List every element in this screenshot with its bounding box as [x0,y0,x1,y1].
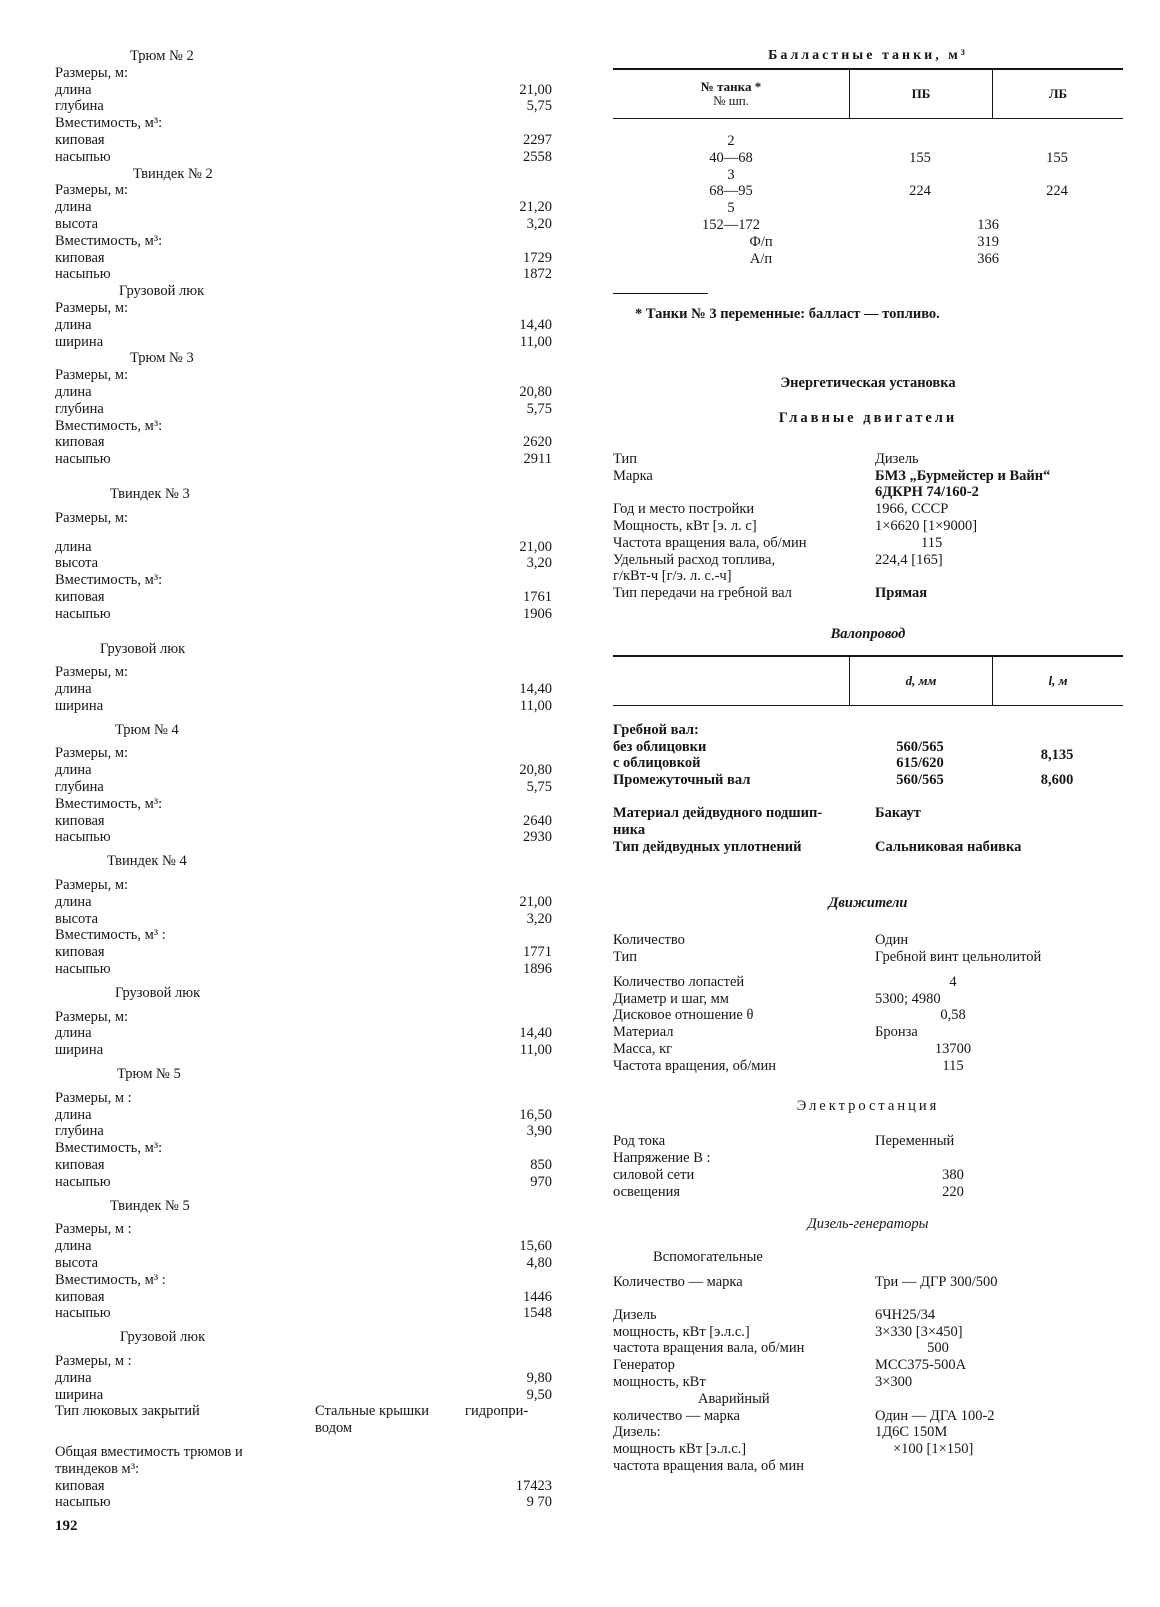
row-value: 224,4 [165] [875,551,943,568]
header-frames: № шп. [713,93,749,108]
header-tank: № танка * [700,79,762,94]
row-value: 220 [942,1183,964,1200]
closures-label: Тип люковых закрытий [55,1403,200,1420]
section-title: Грузовой люк [115,984,201,1001]
row-label: длина [55,762,92,779]
row-label: Материал дейдвудного подшип- [613,804,823,821]
row-value: Сальниковая набивка [875,838,1022,855]
row-value: Дизель [875,450,919,467]
row-value: Три — ДГР 300/500 [875,1274,998,1291]
row-label: Вместимость, м³: [55,572,163,589]
row-label: киповая [55,812,105,829]
row-value: ×100 [1×150] [893,1441,974,1458]
row-label: Тип [613,450,638,467]
row-label: мощность, кВт [613,1374,706,1391]
row-label: насыпью [55,451,111,468]
row-label: длина [55,81,92,98]
row-label: мощность, кВт [э.л.с.] [613,1323,750,1340]
row-value: Один [875,932,909,949]
header-cell [613,657,850,705]
row-value: 1872 [523,266,552,283]
tank-number: 3 [727,166,735,183]
row-label: киповая [55,249,105,266]
row-value: Бронза [875,1024,918,1041]
row-value: Один — ДГА 100-2 [875,1407,995,1424]
tank-lb: 155 [1046,149,1068,166]
row-value: 3,90 [526,1123,552,1140]
row-label: Размеры, м: [55,745,129,762]
row-label: Материал [613,1024,674,1041]
row-label: с облицовкой [613,755,701,772]
row-value: 14,40 [519,681,552,698]
row-label: Напряжение В : [613,1150,711,1167]
row-value: 2911 [523,451,552,468]
row-label: силовой сети [613,1166,695,1183]
row-label: длина [55,1106,92,1123]
section-title: Валопровод [830,625,906,642]
row-value: 850 [530,1157,552,1174]
row-label: Генератор [613,1357,675,1374]
row-label: ширина [55,1042,104,1059]
row-label: Диаметр и шаг, мм [613,990,729,1007]
row-value: 9,80 [526,1369,552,1386]
row-value: 15,60 [519,1238,552,1255]
tank-label-ap: А/п [749,250,773,267]
row-label: длина [55,383,92,400]
row-label: ника [613,821,646,838]
row-value: 5,75 [526,400,552,417]
row-value: 4,80 [526,1255,552,1271]
header-pb: ПБ [850,70,993,118]
row-value: 380 [942,1166,964,1183]
footnote-rule [613,293,708,294]
row-label: Размеры, м: [55,64,129,81]
section-title: Энергетическая установка [780,375,956,392]
row-value: 14,40 [519,1025,552,1042]
row-value: 3×330 [3×450] [875,1323,963,1340]
row-value: Гребной винт цельнолитой [875,948,1042,965]
section-title: Твиндек № 5 [110,1197,190,1214]
row-label: киповая [55,944,105,961]
row-label: глубина [55,98,104,115]
row-label: насыпью [55,1494,111,1511]
row-label: Вместимость, м³ : [55,1271,166,1288]
row-label: глубина [55,779,104,796]
row-label: Размеры, м : [55,1089,132,1106]
tank-frames: 40—68 [709,149,753,166]
row-value: 1729 [523,249,552,266]
row-label: Марка [613,467,653,484]
tank-lb: 224 [1046,183,1068,200]
row-label: Вместимость, м³: [55,1140,163,1157]
section-title: Дизель-генераторы [807,1216,929,1233]
row-label: Масса, кг [613,1040,673,1057]
tank-total: 319 [977,233,999,250]
row-value: 2620 [523,434,552,451]
row-value: 21,00 [519,893,552,910]
tank-frames: 152—172 [702,216,760,233]
row-label: мощность кВт [э.л.с.] [613,1441,747,1458]
tank-label-fp: Ф/п [749,233,773,250]
row-value: 11,00 [519,1042,552,1059]
row-label: ширина [55,1386,104,1403]
row-value: 3,20 [526,215,552,232]
row-label: киповая [55,434,105,451]
row-label: глубина [55,400,104,417]
row-value: 8,135 [1040,746,1074,763]
row-label: без облицовки [613,738,707,755]
row-label: ширина [55,333,104,350]
row-label: количество — марка [613,1407,740,1424]
row-value: 1906 [523,605,552,622]
row-value: 1761 [523,588,552,605]
row-value: 115 [921,534,943,551]
row-value: 1771 [523,944,552,961]
row-value: МСС375-500А [875,1357,967,1374]
row-label: Размеры, м: [55,509,129,526]
row-label: Дизель [613,1306,657,1323]
row-value: 1446 [523,1288,552,1305]
row-value: 2640 [523,812,552,829]
row-label: Частота вращения вала, об/мин [613,534,807,551]
row-value: 17423 [515,1477,552,1494]
footnote: * Танки № 3 переменные: балласт — топливо. [635,306,940,323]
row-label: глубина [55,1123,104,1140]
row-value: 1×6620 [1×9000] [875,517,978,534]
header-cell [613,70,850,118]
row-label: насыпью [55,1173,111,1190]
closures-value: Стальные крышки [315,1403,429,1420]
row-value: 16,50 [519,1106,552,1123]
row-label: киповая [55,1288,105,1305]
row-value: БМЗ „Бурмейстер и Вайн“ [875,467,1051,484]
row-label: ширина [55,697,104,714]
row-label: Год и место постройки [613,501,755,518]
row-value: 8,600 [1040,772,1074,789]
row-label: насыпью [55,829,111,846]
row-label: Вместимость, м³: [55,795,163,812]
header-lb: ЛБ [1048,86,1068,101]
ballast-title: Балластные танки, м³ [768,48,968,63]
total-capacity-label: Общая вместимость трюмов и [55,1443,243,1460]
shafting-table-header [613,657,1123,706]
row-value: 20,80 [519,383,552,400]
row-value: 6ЧН25/34 [875,1306,936,1323]
row-label: насыпью [55,148,111,165]
row-label: Размеры, м : [55,1221,132,1238]
row-label: киповая [55,588,105,605]
row-value: 21,00 [519,538,552,555]
row-label: длина [55,893,92,910]
row-value: 560/565 [896,772,944,789]
row-label: насыпью [55,961,111,978]
row-label: Вместимость, м³: [55,417,163,434]
section-title: Твиндек № 4 [107,853,187,870]
row-label: освещения [613,1183,681,1200]
section-title: Грузовой люк [120,1329,206,1346]
row-label: Вместимость, м³: [55,115,163,132]
row-label: Дизель: [613,1424,661,1441]
row-value: Прямая [875,585,928,602]
row-value: 5,75 [526,779,552,796]
row-label: Дисковое отношение θ [613,1007,754,1024]
row-value: 0,58 [940,1007,966,1024]
row-value: 3,20 [526,555,552,572]
row-label: Тип передачи на гребной вал [613,585,792,602]
section-title: Грузовой люк [100,640,186,657]
row-value: 1Д6С 150М [875,1424,948,1441]
row-value: 9 70 [526,1494,552,1511]
row-value: 5,75 [526,98,552,115]
row-value: 21,20 [519,199,552,216]
row-value: 4 [949,973,957,990]
row-label: Размеры, м: [55,182,129,199]
header-d: d, мм [850,657,993,705]
section-title: Трюм № 2 [130,48,194,64]
row-value: 2930 [523,829,552,846]
row-label: длина [55,681,92,698]
row-label: Размеры, м: [55,367,129,384]
row-value: 1548 [523,1305,552,1322]
row-label: Количество лопастей [613,973,745,990]
row-label: Размеры, м: [55,877,129,894]
row-value: 20,80 [519,762,552,779]
row-label: насыпью [55,266,111,283]
row-label: Гребной вал: [613,721,699,738]
row-value: 2558 [523,148,552,165]
row-label: высота [55,215,99,232]
header-l: l, м [1048,672,1068,688]
section-title: Грузовой люк [119,283,205,300]
row-value: 3×300 [875,1374,913,1391]
row-label: Вместимость, м³: [55,232,163,249]
ballast-table-header [613,70,1123,119]
row-value: 500 [927,1340,949,1357]
row-label: Частота вращения, об/мин [613,1057,776,1074]
tank-frames: 68—95 [709,183,753,200]
closures-value-cont: водом [315,1420,353,1437]
row-label: Размеры, м : [55,1352,132,1369]
row-label: Размеры, м: [55,664,129,681]
row-label: длина [55,199,92,216]
row-label: Удельный расход топлива, [613,551,776,568]
row-value: 9,50 [526,1386,552,1403]
row-value: 5300; 4980 [875,990,941,1007]
row-label: высота [55,555,99,572]
tank-pb: 224 [909,183,931,200]
row-label: Род тока [613,1133,666,1150]
row-value: 2297 [523,131,552,148]
row-label: высота [55,1255,99,1271]
row-value: 13700 [934,1040,972,1057]
right-column [613,48,1123,1475]
tank-number: 5 [727,200,735,217]
row-value: Переменный [875,1133,955,1150]
tank-number: 2 [727,133,735,149]
row-value: 6ДКРН 74/160-2 [875,484,979,501]
row-value: 615/620 [896,755,944,772]
row-label: высота [55,910,99,927]
tank-total: 136 [977,216,999,233]
row-label: г/кВт-ч [г/э. л. с.-ч] [613,568,732,585]
tank-pb: 155 [909,149,931,166]
row-label: длина [55,1238,92,1255]
section-title: Твиндек № 2 [133,165,213,182]
section-title: Трюм № 4 [115,721,179,738]
row-label: частота вращения вала, об/мин [613,1340,805,1357]
row-value: 11,00 [519,697,552,714]
section-title: Трюм № 3 [130,350,194,367]
row-value: 115 [942,1057,964,1074]
section-title: Движители [828,895,908,912]
row-label: Мощность, кВт [э. л. с] [613,517,757,534]
row-label: Количество [613,932,685,949]
row-label: Размеры, м: [55,299,129,316]
row-value: 3,20 [526,910,552,927]
row-label: длина [55,1025,92,1042]
row-value: 1896 [523,961,552,978]
row-value: 970 [530,1173,552,1190]
left-column [55,48,580,1511]
section-title: Главные двигатели [778,409,958,426]
row-label: Тип [613,948,638,965]
row-value: Бакаут [875,804,921,821]
closures-value-cont: гидропри- [465,1403,529,1420]
row-value: 11,00 [519,333,552,350]
row-value: 1966, СССР [875,501,949,518]
row-label: Тип дейдвудных уплотнений [613,838,802,855]
row-label: Размеры, м: [55,1008,129,1025]
row-label: Вместимость, м³ : [55,927,166,944]
row-value: 21,00 [519,81,552,98]
row-label: длина [55,538,92,555]
row-label: Промежуточный вал [613,772,751,789]
tank-total: 366 [977,250,999,267]
subsection-title: Вспомогательные [653,1249,763,1266]
row-label: насыпью [55,1305,111,1322]
row-label: длина [55,1369,92,1386]
row-label: насыпью [55,605,111,622]
total-capacity-label: твиндеков м³: [55,1460,140,1477]
section-title: Трюм № 5 [117,1066,181,1083]
row-label: киповая [55,131,105,148]
section-title: Электростанция [796,1098,940,1115]
page-number: 192 [55,1518,78,1534]
row-label: частота вращения вала, об мин [613,1458,804,1475]
row-label: киповая [55,1477,105,1494]
row-value: 14,40 [519,316,552,333]
row-label: длина [55,316,92,333]
row-label: Количество — марка [613,1274,743,1291]
row-label: киповая [55,1157,105,1174]
row-value: 560/565 [896,738,944,755]
section-title: Твиндек № 3 [110,485,190,502]
subsection-title: Аварийный [698,1390,770,1407]
